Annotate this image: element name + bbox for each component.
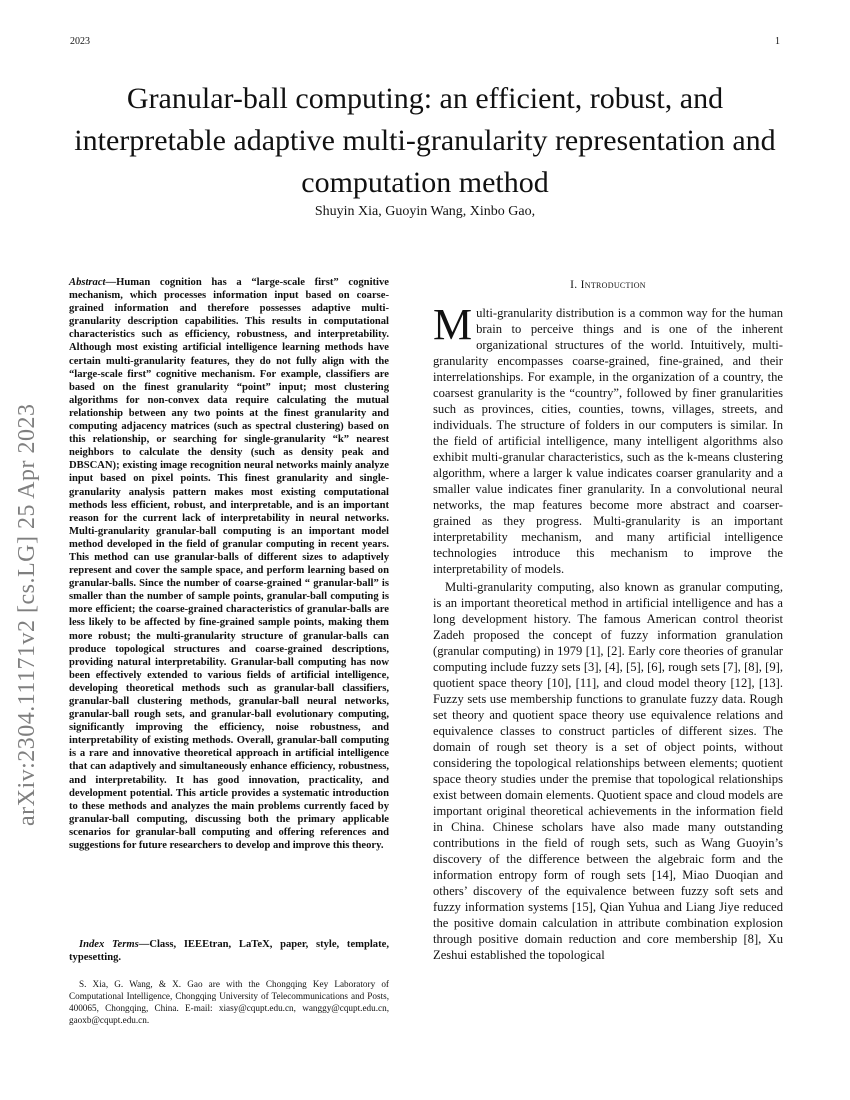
drop-cap: M: [433, 300, 473, 349]
intro-paragraph-1: [433, 300, 783, 577]
section-number: I.: [570, 279, 578, 291]
author-list: Shuyin Xia, Guoyin Wang, Xinbo Gao,: [314, 204, 536, 219]
index-terms: [69, 938, 389, 964]
intro-paragraph-2: Multi-granularity computing, also known as granular computing, is an important theoretical method in artificial intelligence and has a long development history. The famous American control theorist Zadeh proposed the concept of fuzzy information granulation (granular computing) in 1979 [1], [2]. Early core theories of granular computing include fuzzy sets [3], [4], [5], [6], rough sets [7], [8], [9], quotient space theory [10], [11], and cloud model theory [12], [13]. Fuzzy sets use membership functions to granulate fuzzy data. Rough set theory and quotient space theory use equivalence relations and equivalence classes to construct particles of different sizes. The domain of rough set theory is a set of object points, without considering the topological relationships between elements; quotient space theory studies under the premise that topological relationships exist between domain elements. Quotient space and cloud models are important original theoretical achievements in the information field in China. Chinese scholars have also made many outstanding contributions in the field of rough sets, such as Wang Guoyin’s discovery of the difference between the algebraic form and the information entropy form of rough sets [14], Miao Duoqian and others’ discovery of the equivalence between fuzzy soft sets and fuzzy information systems [15], Qian Yuhua and Liang Jiye reduced the positive domain calculation in attribute combination explosion through positive domain reduction and core membership [8], Xu Zeshui established the topological: [433, 580, 783, 962]
page-number: 1: [775, 36, 780, 47]
abstract-label: Abstract: [69, 277, 106, 288]
abstract: [69, 276, 389, 852]
paper-title: Granular-ball computing: an efficient, robust, and interpretable adaptive multi-granularity representation and computation method: [74, 82, 776, 199]
section-title: Introduction: [580, 279, 646, 291]
index-terms-label: Index Terms: [79, 939, 139, 950]
intro-paragraph-1-text: ulti-granularity distribution is a common way for the human brain to perceive things and is one of the inherent organizational structures of the world. Intuitively, multi-granularity encompasses coarse-grained, fine-grained, and their interrelationships. For example, in the organization of a country, the coarsest granularity is the “country”, followed by finer granularities such as provinces, cities, counties, towns, villages, streets, and individuals. The structure of folders in our computers is similar. In the field of artificial intelligence, many intelligent algorithms also exhibit multi-granular characteristics, such as the k-means clustering algorithm, where a larger k value indicates coarser granularity and a smaller value indicates finer granularity. In a convolutional neural networks, the map features become more abstract and coarser-grained as they progress. Multi-granularity is an important interpretability mechanism, and many artificial intelligence technologies introduce this mechanism to improve the interpretability of models.: [433, 306, 783, 576]
arxiv-identifier-stamp: arXiv:2304.11171v2 [cs.LG] 25 Apr 2023: [14, 403, 40, 827]
section-heading: [433, 279, 783, 291]
abstract-text: —Human cognition has a “large-scale first” cognitive mechanism, which processes information input based on coarse-grained information and therefore possesses adaptive multi-granularity description capabilities. This results in computational characteristics such as efficiency, robustness, and interpretability. Although most existing artificial intelligence learning methods have certain multi-granularity features, they do not fully align with the “large-scale first” cognitive mechanism. For example, classifiers are based on the finest granularity “point” input; most clustering algorithms for non-convex data require calculating the mutual relationship between any two points at the finest granularity and computing adjacency matrices (such as spectral clustering) based on this relationship, or searching for single-granularity “k” nearest neighbors to calculate the density (such as density peak and DBSCAN); existing image recognition neural networks mainly analyze input based on pixel points. This finest granularity and single-granularity analysis pattern makes most existing computational methods less efficient, robust, and interpretable, and is an important reason for the current lack of interpretability in neural networks. Multi-granularity granular-ball computing is an important model method developed in the field of granular computing in recent years. This method can use granular-balls of different sizes to adaptively represent and cover the sample space, and perform learning based on granular-balls. Since the number of coarse-grained “ granular-ball” is smaller than the number of sample points, granular-ball computing is more efficient; the coarse-grained characteristics of granular-balls are less likely to be affected by fine-grained sample points, making them more robust; the multi-granularity structure of granular-balls can produce topological structures and coarse-grained descriptions, providing natural interpretability. Granular-ball computing has now been effectively extended to various fields of artificial intelligence, developing theoretical methods such as granular-ball classifiers, granular-ball clustering methods, granular-ball neural networks, granular-ball rough sets, and granular-ball evolutionary computing, significantly improving the efficiency, noise robustness, and interpretability of existing methods. Overall, granular-ball computing is a rare and innovative theoretical approach in artificial intelligence that can adaptively and simultaneously enhance efficiency, robustness, and interpretability. It has good innovation, practicality, and development potential. This article provides a systematic introduction to these methods and analyzes the main problems currently faced by granular-ball computing, discussing both the primary applicable scenarios for granular-ball computing and offering references and suggestions for future researchers to develop and improve this theory.: [69, 277, 389, 852]
author-affiliation-footnote: S. Xia, G. Wang, & X. Gao are with the Chongqing Key Laboratory of Computational Intelligence, Chongqing University of Telecommunications and Posts, 400065, Chongqing, China. E-mail: xiasy@cqupt.edu.cn, wanggy@cqupt.edu.cn, gaoxb@cqupt.edu.cn.: [69, 979, 389, 1025]
running-header-year: 2023: [70, 36, 90, 47]
index-terms-text: —Class, IEEEtran, LaTeX, paper, style, template, typesetting.: [69, 939, 389, 964]
introduction-body: [433, 300, 783, 963]
